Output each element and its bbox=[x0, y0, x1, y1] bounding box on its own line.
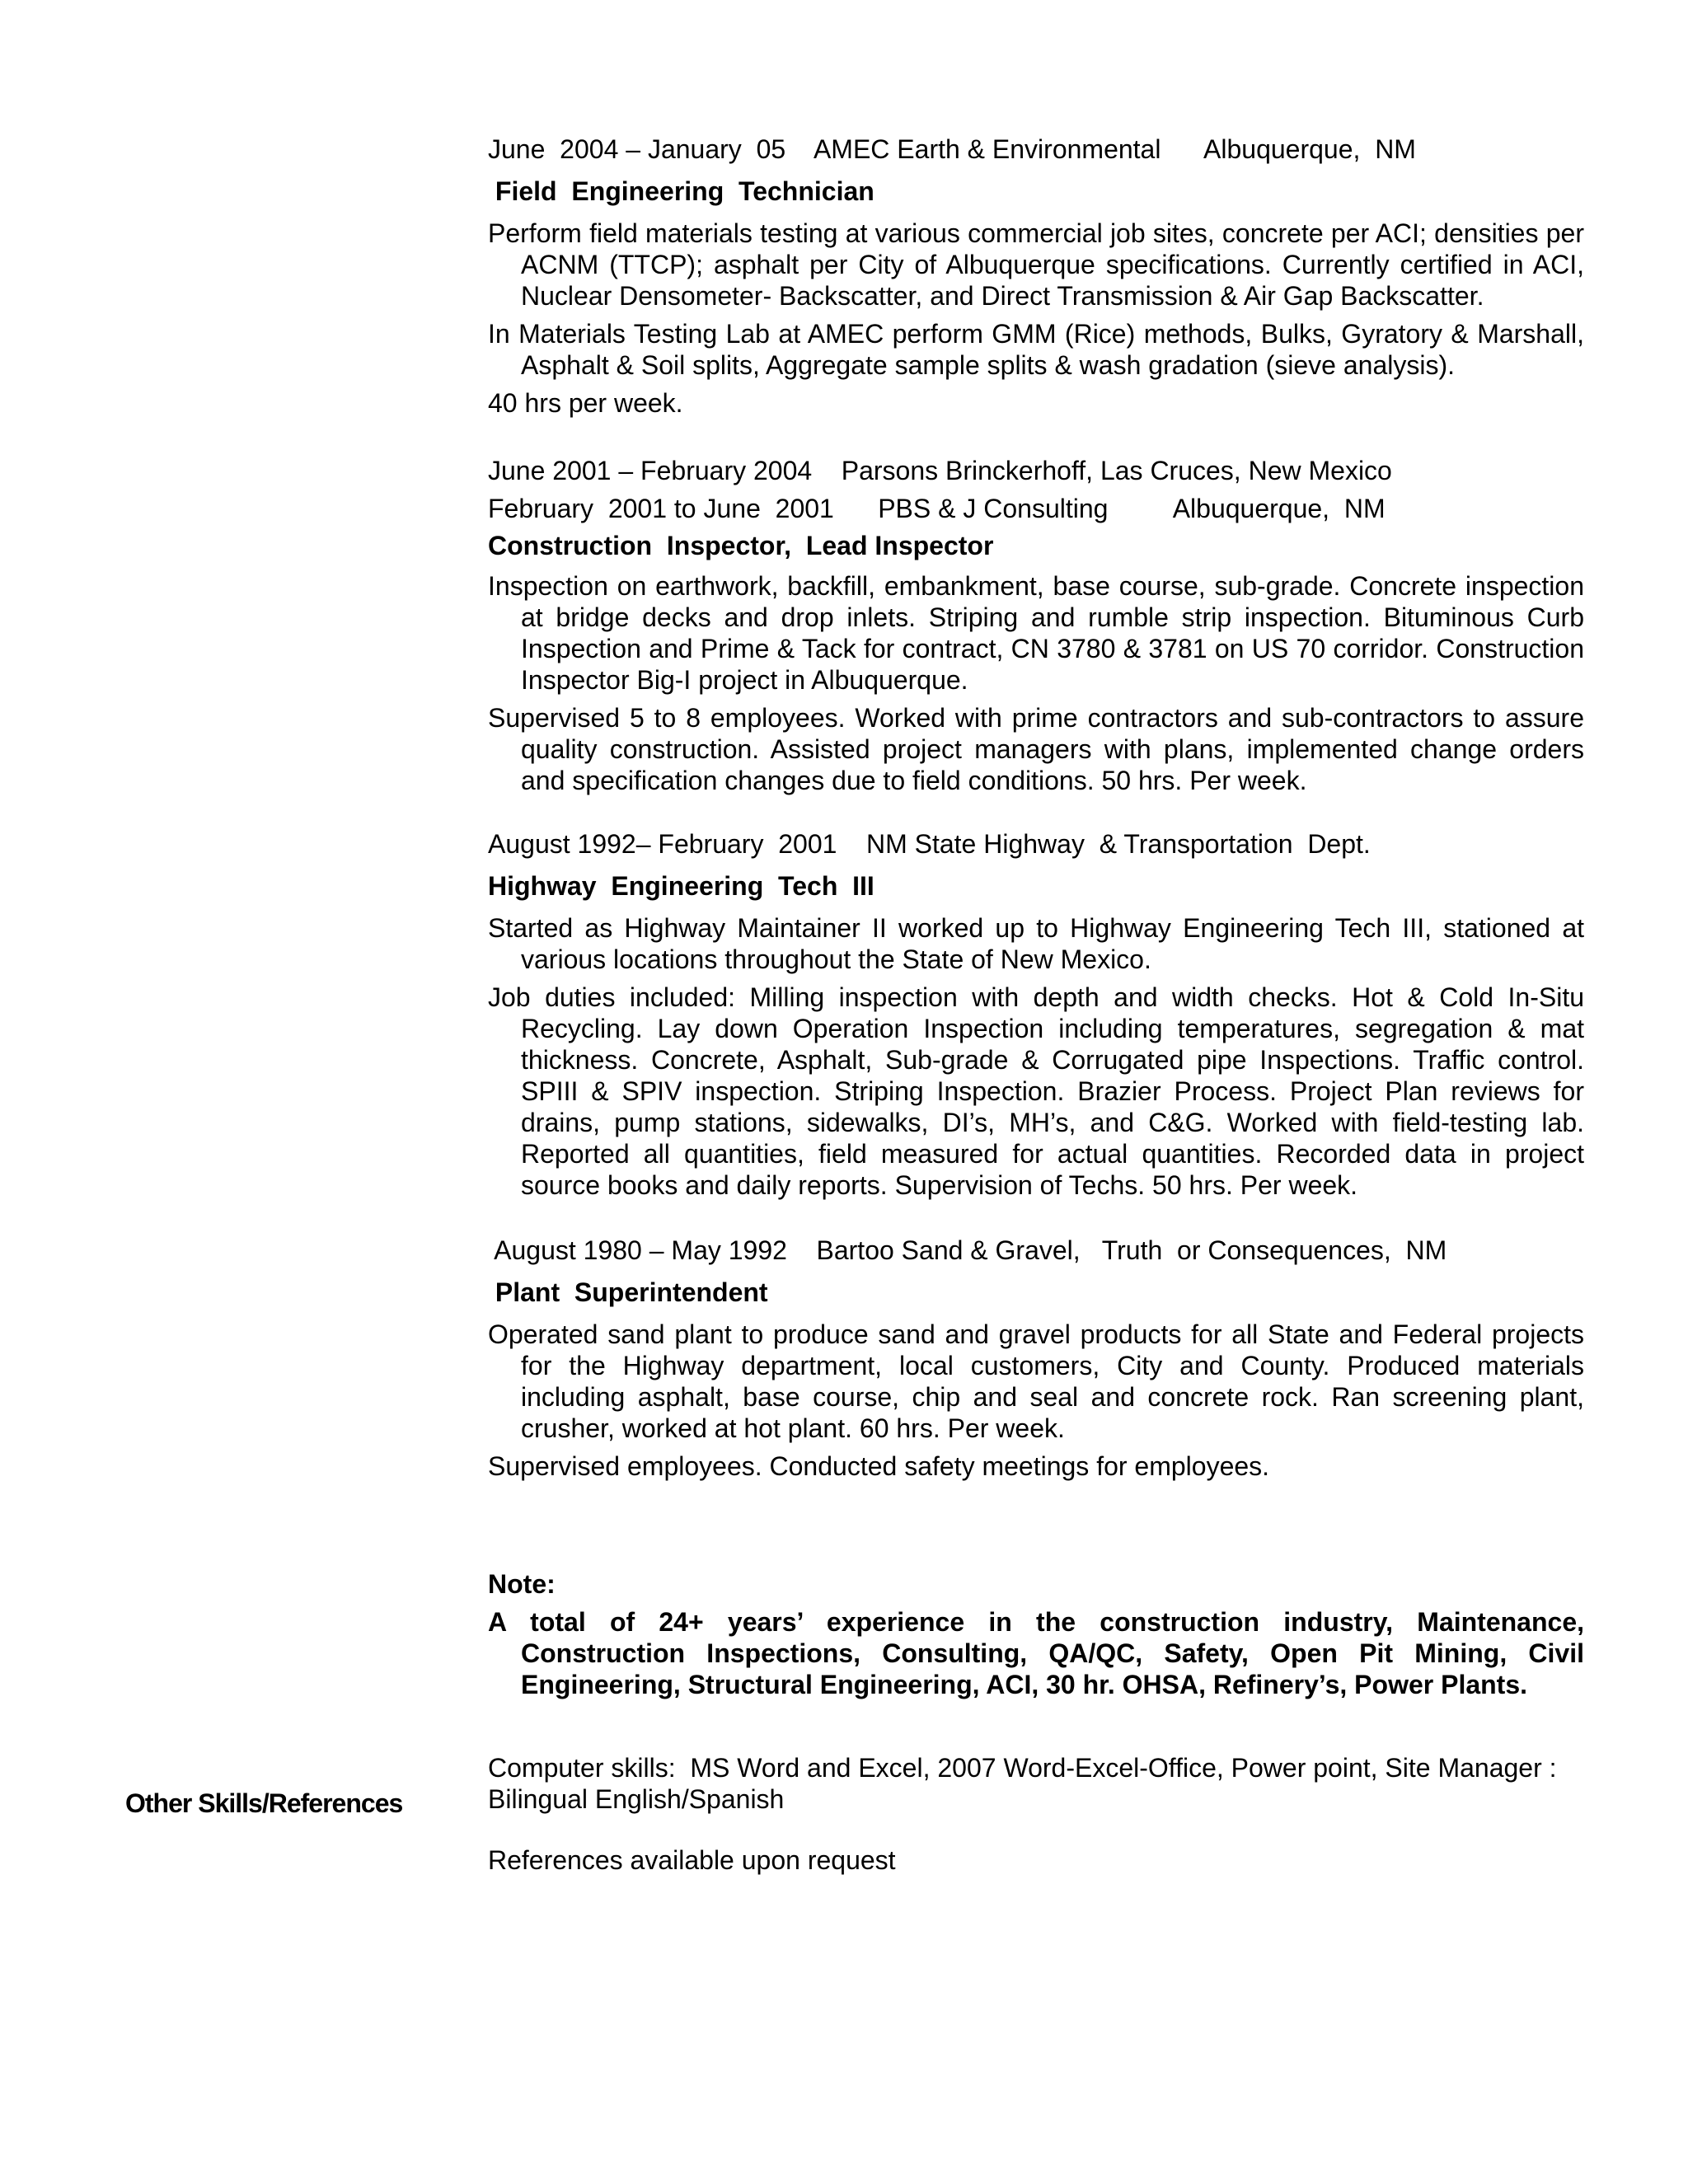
note-section bbox=[488, 1568, 1584, 1707]
job-entry bbox=[488, 134, 1584, 425]
job-paragraph: Started as Highway Maintainer II worked up to Highway Engineering Tech III, stationed at various locations throughout the State of New Mexico. bbox=[488, 913, 1584, 974]
job-paragraph: Supervised 5 to 8 employees. Worked with prime contractors and sub-contractors to assure quality construction. Assisted project managers with plans, implemented change orders and specification changes due to field conditions. 50 hrs. Per week. bbox=[488, 703, 1584, 795]
computer-skills: Computer skills: MS Word and Excel, 2007 Word-Excel-Office, Power point, Site Manager : bbox=[488, 1753, 1557, 1783]
job-paragraph: In Materials Testing Lab at AMEC perform GMM (Rice) methods, Bulks, Gyratory & Marshall, Asphalt & Soil splits, Aggregate sample splits & wash gradation (sieve analysis). bbox=[488, 319, 1584, 380]
skills-section bbox=[488, 1752, 1584, 1876]
note-label: Note: bbox=[488, 1569, 556, 1599]
job-title: Field Engineering Technician bbox=[488, 176, 874, 206]
job-paragraph: Operated sand plant to produce sand and gravel products for all State and Federal projects for the Highway department, local customers, City and County. Produced materials including asphalt, base course, chip and seal and concrete rock. Ran screening plant, crusher, worked at hot plant. 60 hrs. Per week. bbox=[488, 1319, 1584, 1443]
job-paragraph: 40 hrs per week. bbox=[488, 388, 683, 418]
job-header: August 1980 – May 1992 Bartoo Sand & Gravel, Truth or Consequences, NM bbox=[488, 1235, 1447, 1265]
job-title: Highway Engineering Tech III bbox=[488, 871, 874, 901]
job-header: June 2004 – January 05 AMEC Earth & Environmental Albuquerque, NM bbox=[488, 134, 1416, 164]
job-header: August 1992– February 2001 NM State Highway & Transportation Dept. bbox=[488, 829, 1371, 859]
job-entry bbox=[488, 455, 1584, 803]
job-paragraph: Perform field materials testing at various commercial job sites, concrete per ACI; densities per ACNM (TTCP); asphalt per City of Albuquerque specifications. Currently certified in ACI, Nuclear Densometer- Backscatter, and Direct Transmission & Air Gap Backscatter. bbox=[488, 218, 1584, 311]
job-header: February 2001 to June 2001 PBS & J Consulting Albuquerque, NM bbox=[488, 494, 1386, 523]
bilingual-skill: Bilingual English/Spanish bbox=[488, 1784, 785, 1814]
references-note: References available upon request bbox=[488, 1845, 896, 1875]
job-title: Plant Superintendent bbox=[488, 1277, 768, 1307]
job-title: Construction Inspector, Lead Inspector bbox=[488, 531, 994, 560]
section-heading-other-skills: Other Skills/References bbox=[125, 1788, 403, 1818]
job-entry bbox=[488, 1235, 1584, 1488]
job-paragraph: Supervised employees. Conducted safety meetings for employees. bbox=[488, 1451, 1270, 1481]
job-paragraph: Inspection on earthwork, backfill, embankment, base course, sub-grade. Concrete inspection at bridge decks and drop inlets. Striping and rumble strip inspection. Bituminous Curb Inspection and Prime & Tack for contract, CN 3780 & 3781 on US 70 corridor. Construction Inspector Big-I project in Albuquerque. bbox=[488, 571, 1584, 695]
job-header: June 2001 – February 2004 Parsons Brinckerhoff, Las Cruces, New Mexico bbox=[488, 456, 1392, 485]
note-text: A total of 24+ years’ experience in the construction industry, Maintenance, Construction Inspections, Consulting, QA/QC, Safety, Open Pit Mining, Civil Engineering, Structural Engineering, ACI, 30 hr. OHSA, Refinery’s, Power Plants. bbox=[488, 1607, 1584, 1699]
job-paragraph: Job duties included: Milling inspection with depth and width checks. Hot & Cold In-Situ Recycling. Lay down Operation Inspection including temperatures, segregation & mat thickness. Concrete, Asphalt, Sub-grade & Corrugated pipe Inspections. Traffic control. SPIII & SPIV inspection. Striping Inspection. Brazier Process. Project Plan reviews for drains, pump stations, sidewalks, DI’s, MH’s, and C&G. Worked with field-testing lab. Reported all quantities, field measured for actual quantities. Recorded data in project source books and daily reports. Supervision of Techs. 50 hrs. Per week. bbox=[488, 982, 1584, 1200]
job-entry bbox=[488, 828, 1584, 1207]
